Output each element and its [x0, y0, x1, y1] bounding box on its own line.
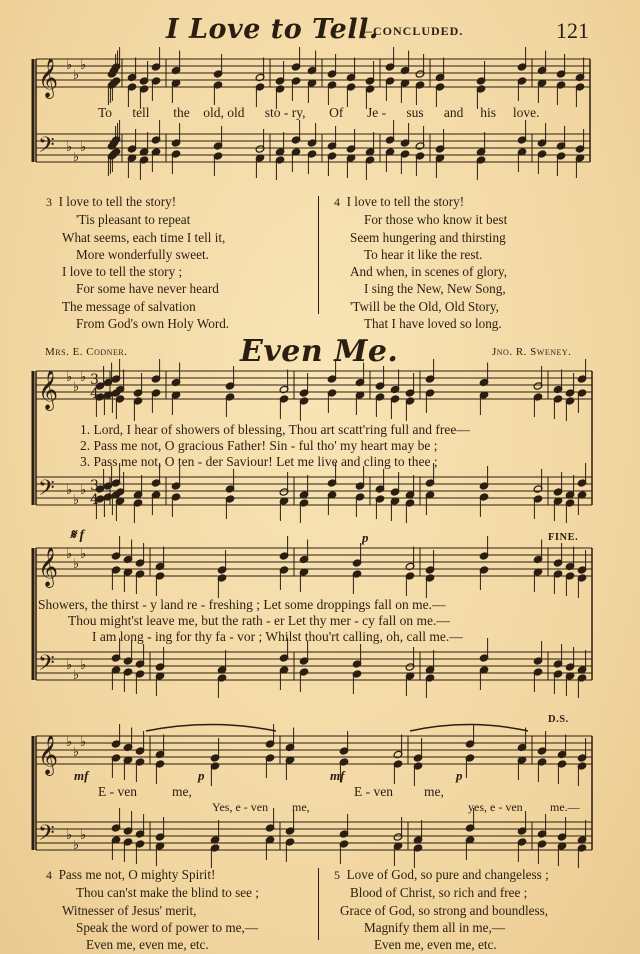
- bass-clef: 𝄢: [38, 133, 55, 163]
- lyric-syllable: his: [480, 105, 496, 120]
- flat-sign: ♭: [80, 58, 87, 73]
- verse-line: Thou can'st make the blind to see ;: [76, 885, 259, 901]
- verse-line: Blood of Christ, so rich and free ;: [350, 885, 528, 901]
- treble-clef: 𝄞: [38, 58, 59, 98]
- verse-line: I love to tell the story!: [58, 194, 177, 209]
- flat-sign: ♭: [80, 370, 87, 385]
- fine-mark: FINE.: [548, 532, 579, 543]
- lyric-syllable: me,: [292, 800, 310, 814]
- treble-clef: 𝄞: [38, 547, 59, 587]
- lyric-syllable: E - ven: [98, 784, 137, 799]
- verse-line: Grace of God, so strong and boundless,: [340, 902, 549, 918]
- flat-sign: ♭: [73, 745, 80, 760]
- flat-sign: ♭: [66, 547, 73, 562]
- hymn2-verse-4: [46, 866, 259, 953]
- verse-line: From God's own Holy Word.: [76, 316, 230, 332]
- lyric-syllable: love.: [512, 105, 540, 120]
- lyric-syllable: Je -: [366, 105, 387, 120]
- verse-line: Witnesser of Jesus' merit,: [62, 902, 197, 918]
- hymn-title-i-love-to-tell: I Love to Tell.: [166, 14, 379, 45]
- verse-number: 3: [46, 195, 52, 209]
- flat-sign: ♭: [73, 557, 80, 572]
- verse-number: 5: [334, 868, 340, 882]
- lyric-syllable: me,: [172, 784, 192, 799]
- verse-line: What seems, each time I tell it,: [62, 229, 226, 245]
- verse-line: Even me, even me, etc.: [374, 937, 497, 953]
- flat-sign: ♭: [80, 735, 87, 750]
- hymn2-system1-verse1: 1. Lord, I hear of showers of blessing, Thou art scatt'ring full and free—: [80, 422, 470, 437]
- flat-sign: ♭: [80, 658, 87, 673]
- verse-line: More wonderfully sweet.: [76, 246, 209, 262]
- hymn-title-suffix: —CONCLUDED.: [360, 24, 464, 38]
- hymn2-author: Mrs. E. Codner.: [45, 346, 128, 358]
- lyric-syllable: yes, e - ven: [468, 800, 523, 814]
- flat-sign: ♭: [66, 58, 73, 73]
- hymn-title-even-me: Even Me.: [240, 334, 399, 369]
- flat-sign: ♭: [66, 828, 73, 843]
- flat-sign: ♭: [66, 735, 73, 750]
- verse-line: Magnify them all in me,—: [364, 919, 506, 935]
- hymn2-system2-verse3: I am long - ing for thy fa - vor ; Whilst thou'rt calling, oh, call me.—: [92, 629, 463, 644]
- verse-divider: [318, 868, 319, 940]
- hymn2-system1-verse3: 3. Pass me not, O ten - der Saviour! Let me live and cling to thee ;: [80, 454, 438, 469]
- verse-line: Even me, even me, etc.: [86, 937, 209, 953]
- lyric-syllable: E - ven: [354, 784, 393, 799]
- hymn2-composer: Jno. R. Sweney.: [492, 346, 572, 358]
- verse-line: I love to tell the story ;: [62, 264, 183, 280]
- verse-line: 'Twill be the Old, Old Story,: [350, 298, 499, 314]
- lyric-syllable: ry,: [291, 105, 306, 120]
- flat-sign: ♭: [73, 68, 80, 83]
- flat-sign: ♭: [66, 658, 73, 673]
- verse-line: Love of God, so pure and changeless ;: [346, 867, 549, 882]
- verse-line: For those who know it best: [364, 212, 508, 228]
- lyric-syllable: sus: [406, 105, 424, 120]
- hymn1-verse-4: [334, 193, 507, 332]
- lyric-syllable: Of: [329, 105, 344, 120]
- tie-slur: [146, 725, 276, 732]
- verse-number: 4: [46, 868, 52, 882]
- flat-sign: ♭: [73, 380, 80, 395]
- treble-clef: 𝄞: [38, 370, 59, 410]
- verse-line: The message of salvation: [62, 298, 196, 314]
- dynamic-mezzo-forte-mark: mf: [330, 768, 345, 783]
- segno-forte-mark: 𝄋 f: [70, 528, 85, 543]
- flat-sign: ♭: [73, 838, 80, 853]
- time-signature: 4: [90, 492, 99, 508]
- flat-sign: ♭: [73, 150, 80, 165]
- flat-sign: ♭: [66, 140, 73, 155]
- flat-sign: ♭: [80, 547, 87, 562]
- hymn1-lyric-line: [98, 105, 540, 121]
- bass-clef: 𝄢: [38, 821, 55, 851]
- time-signature: 3: [90, 372, 99, 388]
- flat-sign: ♭: [73, 668, 80, 683]
- treble-clef: 𝄞: [38, 735, 59, 775]
- flat-sign: ♭: [80, 828, 87, 843]
- time-signature: 4: [90, 386, 99, 402]
- verse-line: I love to tell the story!: [346, 194, 465, 209]
- lyric-syllable: and: [443, 105, 464, 120]
- lyric-syllable: Yes, e - ven: [212, 800, 269, 814]
- flat-sign: ♭: [80, 483, 87, 498]
- hymn1-verse-3: [46, 193, 229, 332]
- lyric-syllable: me.—: [550, 800, 580, 814]
- flat-sign: ♭: [66, 370, 73, 385]
- bass-clef: 𝄢: [38, 476, 55, 506]
- lyric-syllable: tell: [132, 105, 150, 120]
- verse-line: That I have loved so long.: [364, 316, 502, 332]
- verse-line: And when, in scenes of glory,: [350, 264, 507, 280]
- dynamic-piano-mark: p: [362, 530, 369, 545]
- verse-line: Speak the word of power to me,—: [76, 919, 259, 935]
- hymn2-system1-verse2: 2. Pass me not, O gracious Father! Sin - ful tho' my heart may be ;: [80, 438, 438, 453]
- verse-line: Seem hungering and thirsting: [350, 229, 506, 245]
- flat-sign: ♭: [80, 140, 87, 155]
- verse-line: For some have never heard: [76, 281, 219, 297]
- lyric-syllable: old: [227, 105, 245, 120]
- time-signature: 3: [90, 478, 99, 494]
- verse-divider: [318, 196, 319, 314]
- dynamic-mezzo-forte-mark: mf: [74, 768, 89, 783]
- verse-number: 4: [334, 195, 340, 209]
- dynamic-piano-mark: p: [198, 768, 205, 783]
- tie-slur: [410, 725, 528, 732]
- hymn2-system2-verse2: Thou might'st leave me, but the rath - er Let thy mer - cy fall on me.—: [68, 613, 450, 628]
- flat-sign: ♭: [73, 493, 80, 508]
- flat-sign: ♭: [66, 483, 73, 498]
- lyric-syllable: the: [173, 105, 190, 120]
- lyric-syllable: old,: [203, 105, 224, 120]
- lyric-syllable: sto -: [264, 105, 289, 120]
- verse-line: I sing the New, New Song,: [364, 281, 506, 297]
- hymn2-system2-verse1: Showers, the thirst - y land re - freshing ; Let some droppings fall on me.—: [38, 597, 446, 612]
- verse-line: Pass me not, O mighty Spirit!: [58, 867, 216, 882]
- verse-line: To hear it like the rest.: [364, 246, 483, 262]
- hymn2-verse-5: [334, 866, 549, 953]
- lyric-syllable: To: [98, 105, 113, 120]
- lyric-syllable: me,: [424, 784, 444, 799]
- verse-line: 'Tis pleasant to repeat: [76, 212, 191, 228]
- page-number: 121: [556, 18, 589, 43]
- dal-segno-mark: D.S.: [548, 714, 569, 725]
- dynamic-piano-mark: p: [456, 768, 463, 783]
- bass-clef: 𝄢: [38, 651, 55, 681]
